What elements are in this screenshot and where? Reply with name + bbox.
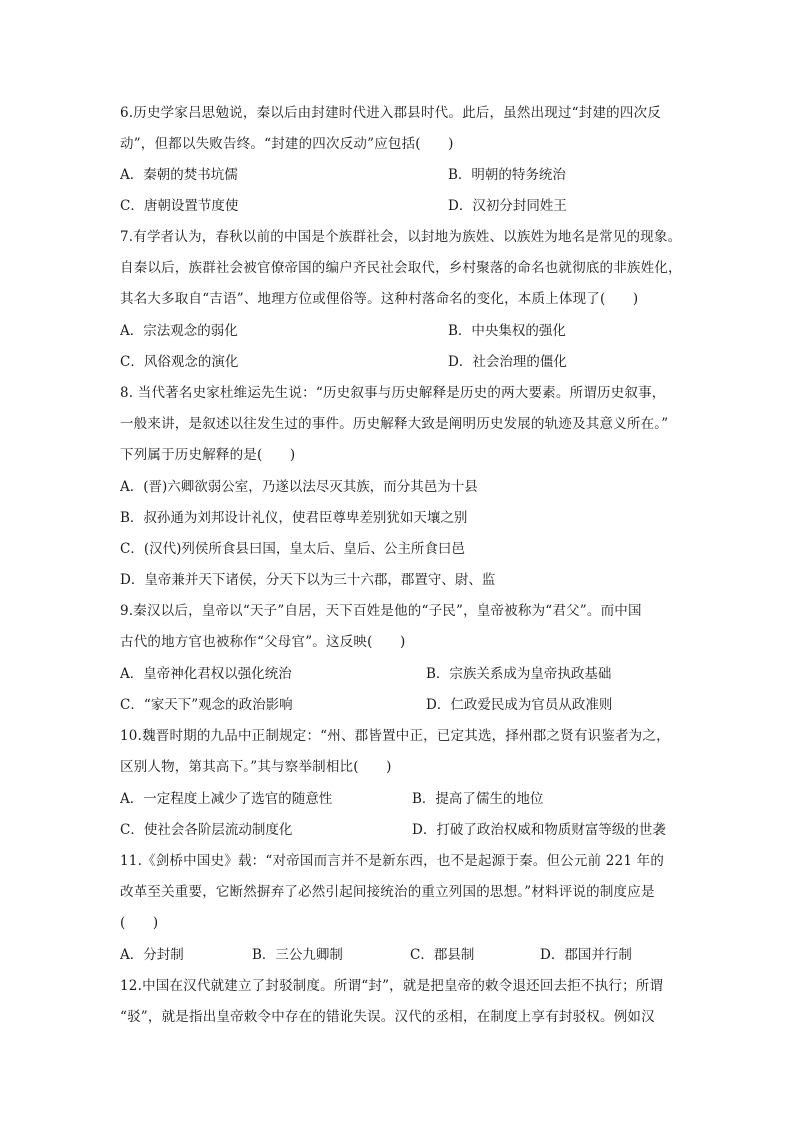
question-8-option-d: D．皇帝兼并天下诸侯，分天下以为三十六郡，郡置守、尉、监 <box>120 572 496 588</box>
question-7-option-a: A．宗法观念的弱化 <box>120 323 238 339</box>
question-10-line-2: 区别人物，第其高下。”其与察举制相比( ) <box>120 759 392 775</box>
question-9-option-b: B．宗族关系成为皇帝执政基础 <box>426 666 612 682</box>
question-8-line-1: 8. 当代著名史家杜维运先生说：“历史叙事与历史解释是历史的两大要素。所谓历史叙事， <box>120 385 666 401</box>
question-7-option-b: B．中央集权的强化 <box>448 323 566 339</box>
question-8-option-c: C．(汉代)列侯所食县曰国，皇太后、皇后、公主所食曰邑 <box>120 541 465 557</box>
question-12-line-1: 12.中国在汉代就建立了封驳制度。所谓“封”，就是把皇帝的敕令退还回去拒不执行；所谓 <box>120 978 664 994</box>
question-7-line-1: 7.有学者认为，春秋以前的中国是个族群社会，以封地为族姓、以族姓为地名是常见的现象。 <box>120 229 682 245</box>
question-7-option-d: D．社会治理的僵化 <box>448 354 567 370</box>
question-11-option-b: B．三公九卿制 <box>252 947 343 963</box>
question-11-option-d: D．郡国并行制 <box>540 947 632 963</box>
question-8-line-2: 一般来讲，是叙述以往发生过的事件。历史解释大致是阐明历史发展的轨迹及其意义所在。” <box>120 416 669 432</box>
question-8-line-3: 下列属于历史解释的是( ) <box>120 447 296 463</box>
question-9-line-2: 古代的地方官也被称作“父母官”。这反映( ) <box>120 634 406 650</box>
question-7-line-3: 其名大多取自“吉语”、地理方位或俚俗等。这种村落命名的变化，本质上体现了( ) <box>120 291 639 307</box>
question-6-option-d: D．汉初分封同姓王 <box>448 198 567 214</box>
question-11-line-2: 改革至关重要，它断然摒弃了必然引起间接统治的重立列国的思想。”材料评说的制度应是 <box>120 884 655 900</box>
question-10-option-c: C．使社会各阶层流动制度化 <box>120 822 293 838</box>
question-11-option-a: A．分封制 <box>120 947 184 963</box>
question-9-option-d: D．仁政爱民成为官员从政准则 <box>426 697 613 713</box>
question-8-option-b: B．叔孙通为刘邦设计礼仪，使君臣尊卑差别犹如天壤之别 <box>120 510 468 526</box>
question-9-option-c: C．“家天下”观念的政治影响 <box>120 697 293 713</box>
question-6-line-1: 6.历史学家吕思勉说，秦以后由封建时代进入郡县时代。此后，虽然出现过“封建的四次反 <box>120 105 661 121</box>
question-10-line-1: 10.魏晋时期的九品中正制规定：“州、郡皆置中正，已定其选，择州郡之贤有识鉴者为之， <box>120 728 670 744</box>
question-11-line-3: ( ) <box>120 915 159 931</box>
question-9-line-1: 9.秦汉以后，皇帝以“天子”自居，天下百姓是他的“子民”，皇帝被称为“君父”。而中国 <box>120 603 642 619</box>
question-12-line-2: “驳”，就是指出皇帝敕令中存在的错讹失误。汉代的丞相，在制度上享有封驳权。例如汉 <box>120 1009 655 1025</box>
question-6-option-a: A．秦朝的焚书坑儒 <box>120 167 238 183</box>
question-7-option-c: C．风俗观念的演化 <box>120 354 239 370</box>
question-9-option-a: A．皇帝神化君权以强化统治 <box>120 666 292 682</box>
question-11-option-c: C．郡县制 <box>410 947 475 963</box>
question-11-line-1: 11.《剑桥中国史》载：“对帝国而言并不是新东西，也不是起源于秦。但公元前 221 年的 <box>120 853 665 869</box>
question-7-line-2: 自秦以后，族群社会被官僚帝国的编户齐民社会取代，乡村聚落的命名也就彻底的非族姓化， <box>120 260 682 276</box>
question-10-option-b: B．提高了儒生的地位 <box>412 791 544 807</box>
question-6-line-2: 动”，但都以失败告终。“封建的四次反动”应包括( ) <box>120 136 454 152</box>
question-6-option-b: B．明朝的特务统治 <box>448 167 566 183</box>
question-6-option-c: C．唐朝设置节度使 <box>120 198 239 214</box>
question-10-option-a: A．一定程度上减少了选官的随意性 <box>120 791 333 807</box>
question-10-option-d: D．打破了政治权威和物质财富等级的世袭 <box>412 822 666 838</box>
question-8-option-a: A．(晋)六卿欲弱公室，乃遂以法尽灭其族，而分其邑为十县 <box>120 479 478 495</box>
